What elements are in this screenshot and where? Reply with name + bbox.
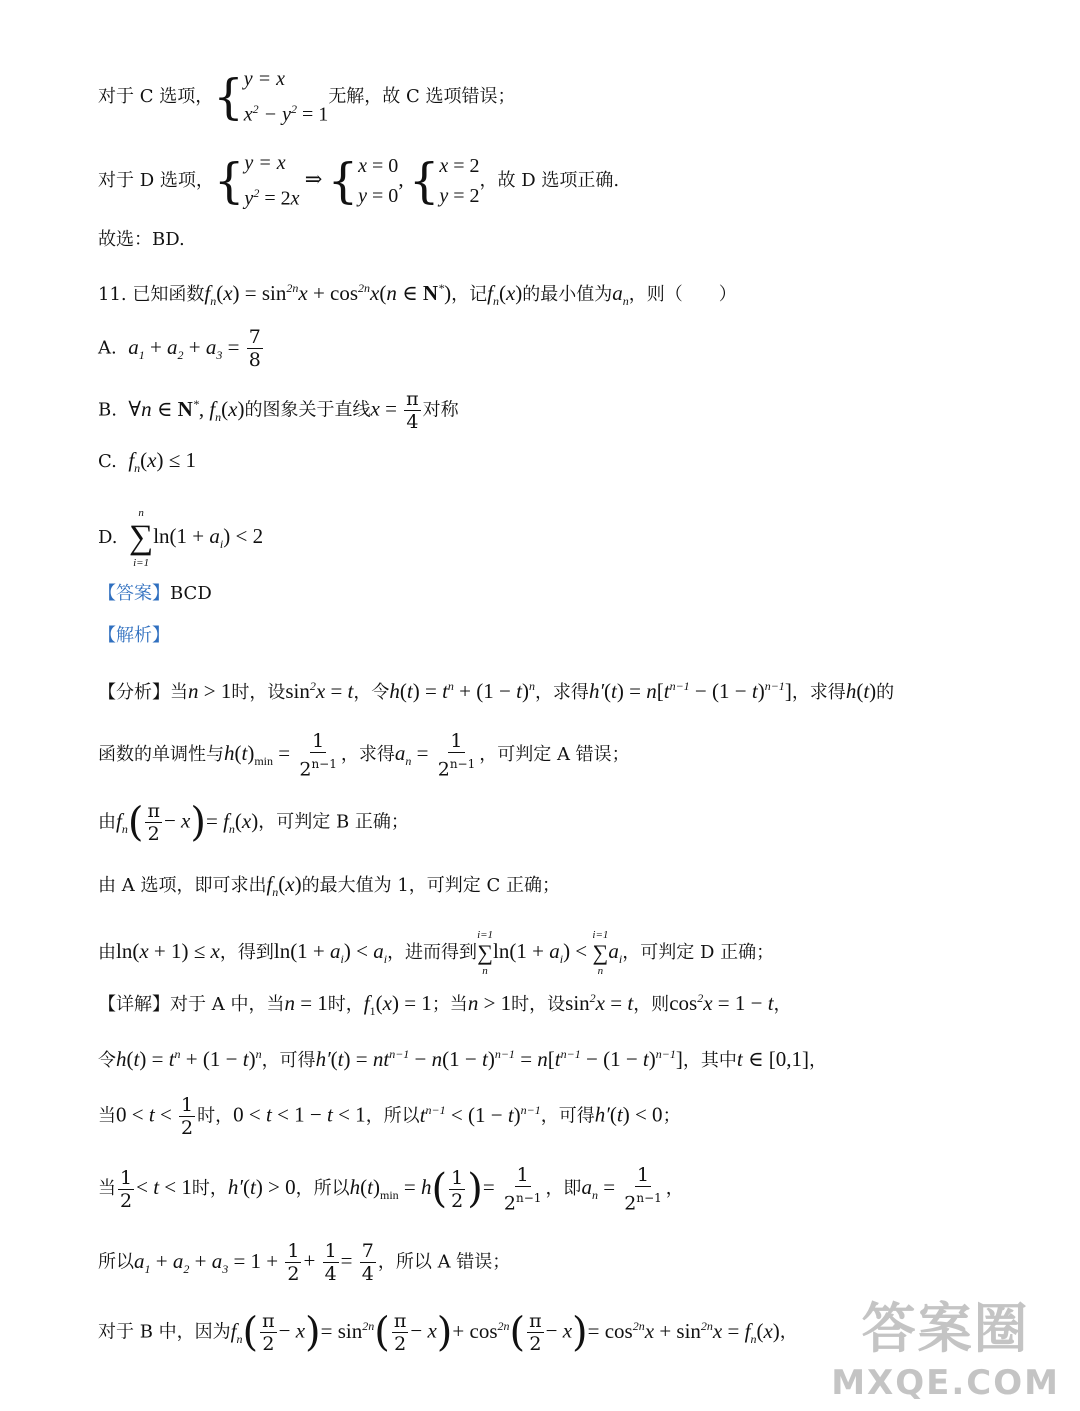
option-a: A. $a_1 + a_2 + a_3$ = $\frac{7}{8}$ <box>98 326 261 371</box>
xiangjie-line-1: 【详解】对于 A 中，当n = 1时，$f_1(x) = 1$；当n > 1时，设$\sin^2x = t$，则$\cos^2x = 1 - t$， <box>98 991 792 1019</box>
fraction: $\frac{\pi}{2}$ <box>262 1310 275 1355</box>
text: 由 <box>98 942 116 963</box>
text: ，求得 <box>534 682 589 703</box>
text: ，求得 <box>340 744 395 766</box>
text: 【分析】 <box>98 682 170 703</box>
option-c: C. $f_n(x) \le 1$ <box>98 448 197 476</box>
text: 函数的单调性与 <box>98 744 224 766</box>
fenxi-line-1: 【分析】当n > 1时，设$\sin^2x = t$，令$h(t) = t^n + (1 - t)^n$，求得$h'(t) = n[t^{n-1} - (1 - t)^{n-1}]$，求得h(t)的 <box>98 679 895 703</box>
summation: i=1 ∑ n <box>592 929 609 977</box>
fraction: $\frac{1}{2}$ <box>120 1166 133 1212</box>
text: ，进而得到 <box>387 942 478 963</box>
text: ，记 <box>451 284 488 305</box>
text: ，其中 <box>682 1050 737 1071</box>
analysis-heading <box>98 624 170 648</box>
fraction: $\frac{\pi}{2}$ <box>147 800 160 845</box>
question-11: 11. 已知函数$f_n(x) = \sin^{2n}x + \cos^{2n}x(n$ ∈ N*)，记$f_n(x)$的最小值为$a_n$，则（ ） <box>98 281 737 309</box>
text: A. <box>98 337 117 359</box>
text: 对称 <box>422 399 459 421</box>
fenxi-line-4: 由 A 选项，即可求出$f_n(x)$的最大值为 1，可判定 C 正确； <box>98 872 561 900</box>
text: ，所以 A 错误； <box>377 1251 511 1273</box>
text: ，所以 <box>365 1105 420 1127</box>
text: 的最大值为 1，可判定 C 正确； <box>301 875 561 896</box>
answer-tag: 【答案】 <box>98 583 170 604</box>
text: 的 <box>876 682 895 703</box>
choose-line: 故选：BD. <box>98 229 185 250</box>
text: ，故 D 选项正确. <box>479 169 620 191</box>
equation-system: x = 0 y = 0 <box>358 154 399 207</box>
fraction: $\frac{\pi}{2}$ <box>529 1310 542 1355</box>
summation: i=1 ∑ n <box>477 929 494 977</box>
text: 由 A 选项，即可求出 <box>98 875 267 896</box>
text: ，可判定 D 正确； <box>622 942 775 963</box>
option-d-analysis: 对于 D 选项，{ y = x $y^2 = 2x$ ⇒ { x = 0 y = 0 , { x = 2 y = 2 ，故 D 选项正确. <box>98 148 619 214</box>
text: ，则（ ） <box>628 284 737 305</box>
fraction: $\frac{\pi}{4}$ <box>406 388 419 433</box>
option-b: B. ∀n ∈ N*, $f_n(x)$的图象关于直线x = $\frac{\pi}{4}$ 对称 <box>98 388 459 433</box>
text: 由 <box>98 811 116 833</box>
xiangjie-line-2: 令$h(t) = t^n + (1 - t)^n$，可得$h'(t) = nt^{n-1} - n(1 - t)^{n-1} = n[t^{n-1} - (1 - t)^{n-1}]$，其中t ∈ [0,1]， <box>98 1047 827 1071</box>
text: 对于 C 选项， <box>98 85 214 107</box>
xiangjie-line-6: 对于 B 中，因为$f_n$( $\frac{\pi}{2}$ − $x)= \sin^{2n}$( $\frac{\pi}{2}$ − $x)+ \cos^{2n}$( $\frac{\pi}{2}$ − $x)= \cos^{2n}x + \sin^{2n}x = f_n(x)$， <box>98 1309 798 1356</box>
text: 的图象关于直线 <box>244 399 371 421</box>
equation-system: y = x $y^2 = 2x$ <box>244 152 300 210</box>
text: 当 <box>98 1105 116 1127</box>
text: ，即 <box>545 1178 582 1200</box>
brace: { <box>213 68 244 125</box>
equation-system: x = 2 y = 2 <box>439 154 480 207</box>
fenxi-line-3: 由$f_n$( $\frac{\pi}{2}$ − $x)= f_n(x)$，可判定 B 正确； <box>98 799 409 846</box>
fraction: $\frac{7}{4}$ <box>361 1240 374 1285</box>
text: 当 <box>170 682 188 703</box>
fraction: $\frac{1}{2}$ <box>287 1240 300 1285</box>
text: C. <box>98 451 117 472</box>
xiangjie-line-4: 当 $\frac{1}{2}$ < t < 1时，h′(t) > 0，所以$h(t)_{min} = h$( $\frac{1}{2}$ )= $\frac{1}{2^{n-1}}$ ，即$a_n$ = $\frac{1}{2^{n-1}}$ ， <box>98 1164 684 1215</box>
brace: { <box>327 152 359 209</box>
text: 11. 已知函数 <box>98 284 205 305</box>
text: ，可判定 B 正确； <box>258 811 409 833</box>
text: ，则 <box>633 994 670 1015</box>
option-d: D. n ∑ i=1 $\ln(1 + a_i) < 2$ <box>98 507 264 569</box>
text: ，求得 <box>791 682 846 703</box>
text: 时，设 <box>511 994 566 1015</box>
equation-system: y = x $x^2 - y^2 = 1$ <box>243 68 329 126</box>
text: D. <box>98 527 118 548</box>
option-c-analysis <box>98 64 516 130</box>
text: 时， <box>191 1178 228 1200</box>
text: ，可得 <box>540 1105 595 1127</box>
text: 【详解】 <box>98 994 170 1015</box>
text: ，令 <box>353 682 390 703</box>
fenxi-line-2: 函数的单调性与$h(t)_{min}$ = $\frac{1}{2^{n-1}}$ ，求得$a_n$ = $\frac{1}{2^{n-1}}$ ，可判定 A 错误； <box>98 730 630 781</box>
text: 无解，故 C 选项错误； <box>328 85 516 107</box>
text: ；当 <box>431 994 468 1015</box>
fraction: $\frac{\pi}{2}$ <box>393 1310 407 1355</box>
fraction: $\frac{7}{8}$ <box>248 326 261 371</box>
xiangjie-line-3: 当0 < t < $\frac{1}{2}$ 时，0 < t < 1 − t < 1，所以$t^{n-1} < (1 - t)^{n-1}$，可得h′(t) < 0； <box>98 1094 681 1139</box>
text: ，可得 <box>261 1050 316 1071</box>
text: B. <box>98 399 117 421</box>
summation: n ∑ i=1 <box>128 507 154 569</box>
text: 令 <box>98 1050 116 1071</box>
brace: { <box>408 152 440 209</box>
fraction: $\frac{1}{2^{n-1}}$ <box>437 730 476 781</box>
fraction: $\frac{1}{2^{n-1}}$ <box>503 1164 542 1215</box>
text: 对于 A 中，当 <box>170 994 285 1015</box>
fenxi-line-5: 由ln(x + 1) ≤ x，得到$\ln(1 + a_i) < a_i$，进而得到 i=1 ∑ n $\ln(1 + a_i)$ < i=1 ∑ n $a_i$，可判定 D 正确； <box>98 929 775 977</box>
text: 时， <box>197 1105 234 1127</box>
fraction: $\frac{1}{2^{n-1}}$ <box>299 730 337 781</box>
watermark <box>831 1286 1060 1403</box>
text: 对于 B 中，因为 <box>98 1321 231 1343</box>
text: 的最小值为 <box>522 284 613 305</box>
answer-value: BCD <box>170 583 212 604</box>
text: 当 <box>98 1178 116 1200</box>
fraction: $\frac{1}{2}$ <box>181 1094 194 1139</box>
xiangjie-line-5: 所以$a_1 + a_2 + a_3 = 1$ + $\frac{1}{2}$ + $\frac{1}{4}$ = $\frac{7}{4}$ ，所以 A 错误； <box>98 1240 511 1285</box>
text: 时， <box>327 994 364 1015</box>
text: ，可判定 A 错误； <box>479 744 630 766</box>
fraction: $\frac{1}{4}$ <box>324 1240 337 1285</box>
text: ，所以 <box>295 1178 350 1200</box>
watermark-cn: 答案圈 <box>861 1297 1030 1360</box>
watermark-en: MXQE.COM <box>831 1363 1060 1403</box>
text: 所以 <box>98 1251 134 1273</box>
text: 对于 D 选项， <box>98 169 214 191</box>
brace: { <box>213 152 245 209</box>
fraction: $\frac{1}{2^{n-1}}$ <box>624 1164 662 1215</box>
answer-line <box>98 582 212 606</box>
analysis-tag: 【解析】 <box>98 625 170 646</box>
fraction: $\frac{1}{2}$ <box>451 1166 464 1212</box>
text: ，得到 <box>219 942 274 963</box>
text: 时，设 <box>231 682 286 703</box>
